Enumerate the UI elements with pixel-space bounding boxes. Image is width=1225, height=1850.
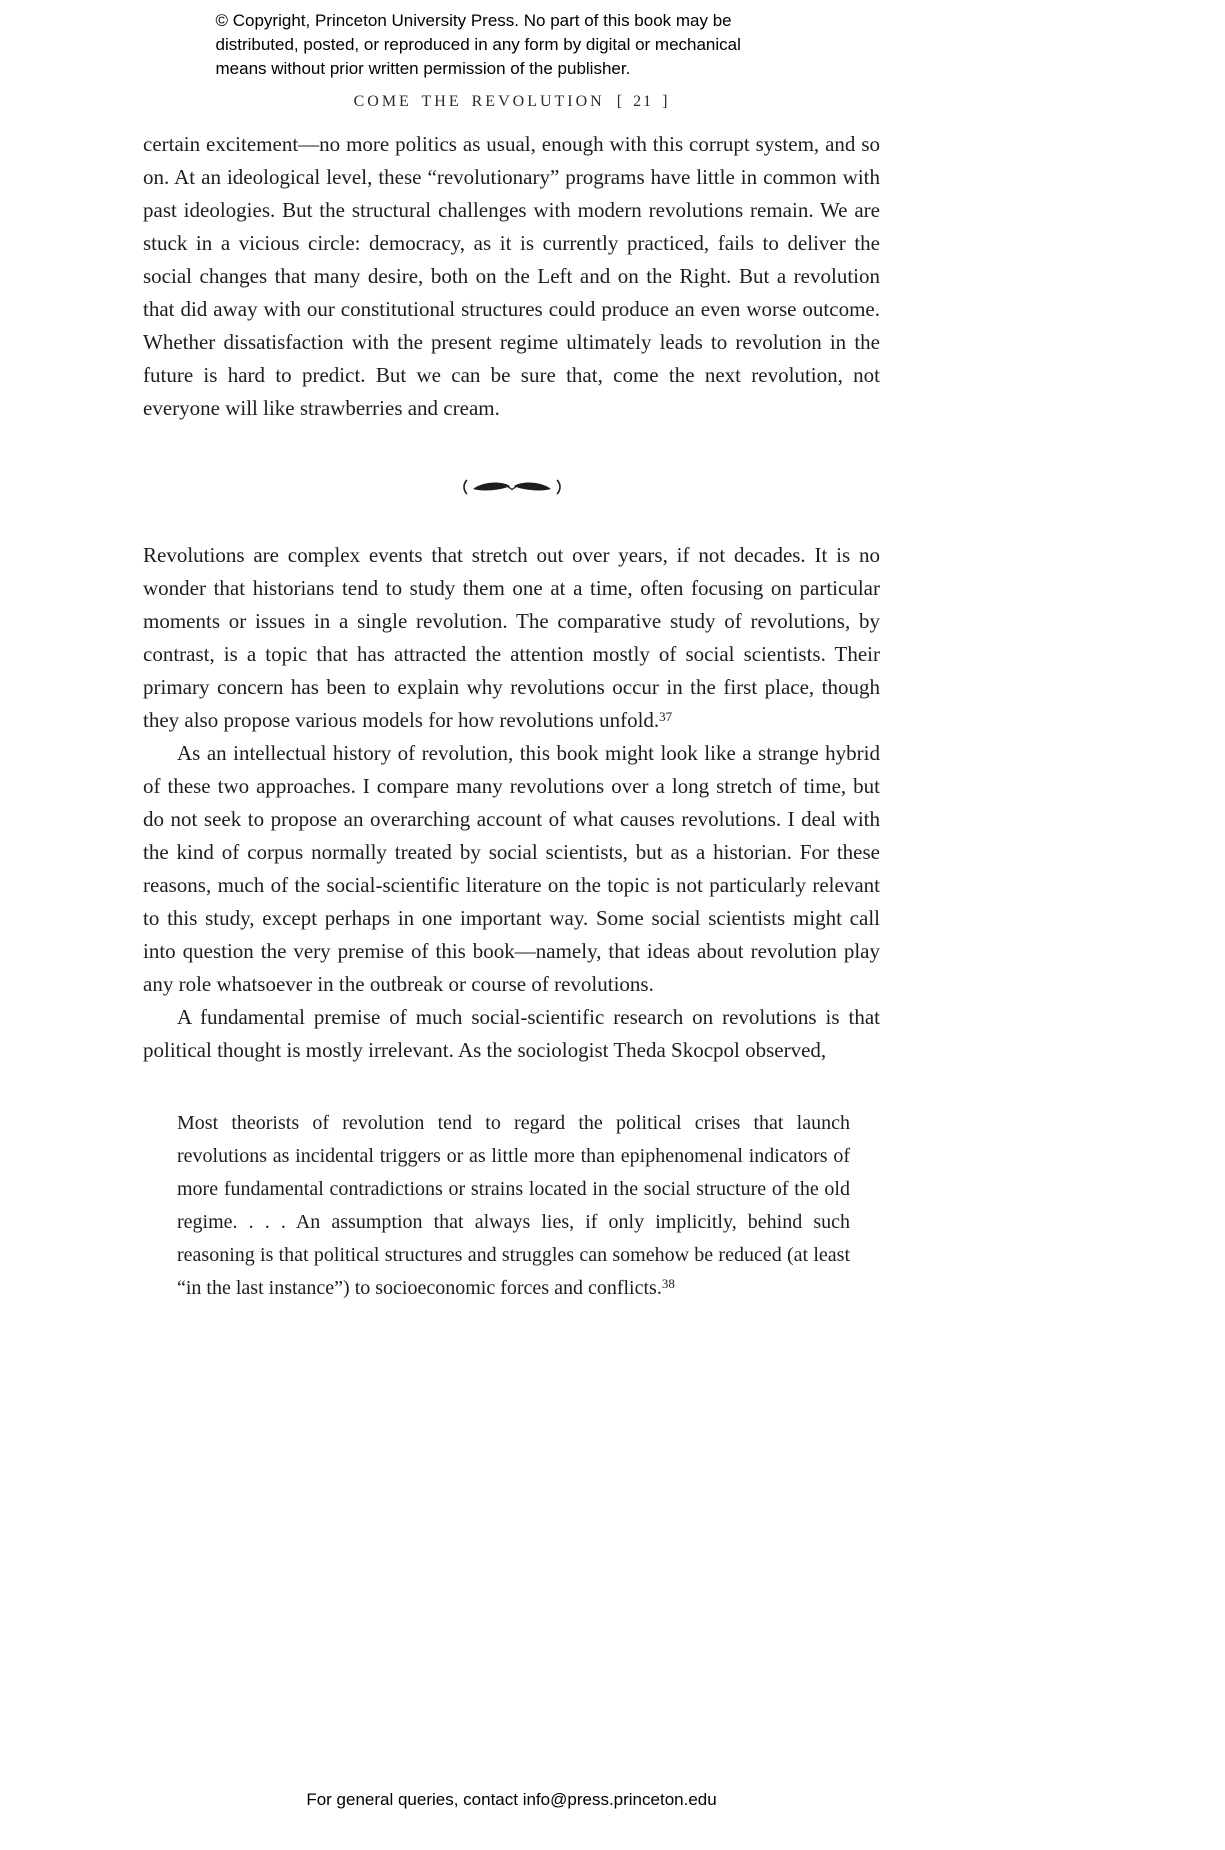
copyright-notice [216,0,808,81]
fleuron-icon [460,477,564,497]
block-quote [177,1107,850,1305]
book-page [143,0,880,1850]
copyright-line-2: distributed, posted, or reproduced in any form by digital or mechanical [215,35,741,54]
block-quote-text: Most theorists of revolution tend to regard the political crises that launch revolutions as incidental triggers or as little more than epiphenomenal indicators of more fundamental contradictions or strains located in the social structure of the old regime. . . . An assumption that always lies, if only implicitly, behind such reasoning is that political structures and struggles can somehow be reduced (at least “in the last instance”) to socioeconomic forces and conflicts. [177,1112,850,1299]
copyright-line-1: © Copyright, Princeton University Press. No part of this book may be [215,11,732,30]
body-paragraph-1: certain excitement—no more politics as usual, enough with this corrupt system, and so on. At an ideological level, these “revolutionary” programs have little in common with past ideologies. But the structural challenges with modern revolutions remain. We are stuck in a vicious circle: democracy, as it is currently practiced, fails to deliver the social changes that many desire, both on the Left and on the Right. But a revolution that did away with our constitutional structures could produce an even worse outcome. Whether dissatisfaction with the present regime ultimately leads to revolution in the future is hard to predict. But we can be sure that, come the next revolution, not everyone will like strawberries and cream. [143,132,880,420]
footnote-ref-38: 38 [661,1276,675,1291]
running-header-title: COME THE REVOLUTION [353,93,605,110]
footer-query-note: For general queries, contact info@press.princeton.edu [306,1790,717,1809]
body-paragraph-2 [143,539,880,737]
page-number: [ 21 ] [616,93,670,110]
copyright-line-3: means without prior written permission of the publisher. [215,59,631,78]
body-paragraph-3: As an intellectual history of revolution, this book might look like a strange hybrid of these two approaches. I compare many revolutions over a long stretch of time, but do not seek to propose an overarching account of what causes revolutions. I deal with the kind of corpus normally treated by social scientists, but as a historian. For these reasons, much of the social-scientific literature on the topic is not particularly relevant to this study, except perhaps in one important way. Some social scientists might call into question the very premise of this book—namely, that ideas about revolution play any role whatsoever in the outbreak or course of revolutions. [143,741,880,996]
body-paragraph-4: A fundamental premise of much social-scientific research on revolutions is that political thought is mostly irrelevant. As the sociologist Theda Skocpol observed, [143,1005,880,1062]
running-header [143,93,880,111]
fleuron-divider-ornament [143,477,880,499]
paragraph-text: Revolutions are complex events that stretch out over years, if not decades. It is no wonder that historians tend to study them one at a time, often focusing on particular moments or issues in a single revolution. The comparative study of revolutions, by contrast, is a topic that has attracted the attention mostly of social scientists. Their primary concern has been to explain why revolutions occur in the first place, though they also propose various models for how revolutions unfold. [143,543,880,732]
footnote-ref-37: 37 [659,709,673,724]
